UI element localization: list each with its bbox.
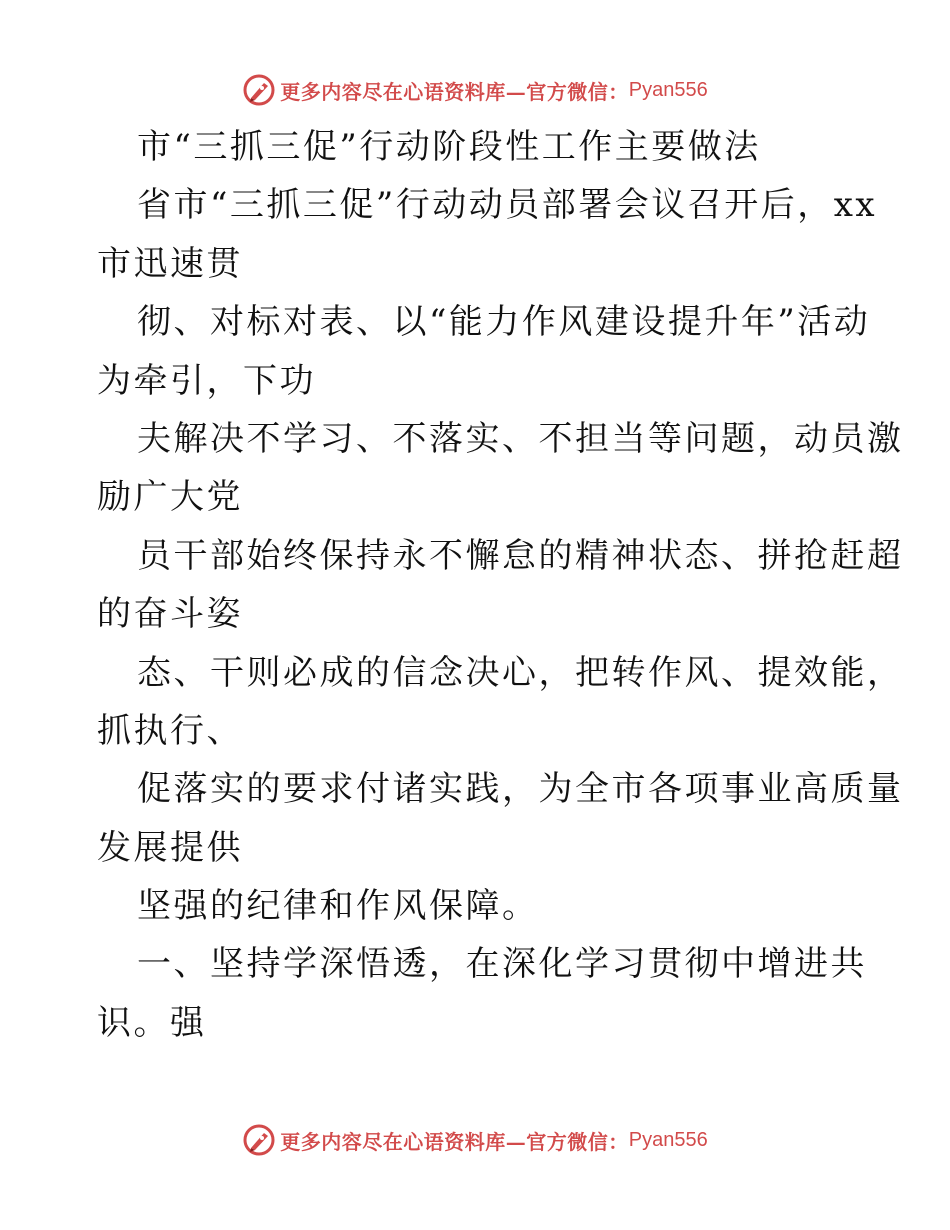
header-banner-account: Pyan556 bbox=[628, 78, 708, 101]
footer-banner-text: 更多内容尽在心语资料库—官方微信： bbox=[280, 1129, 629, 1154]
paragraph-line: 省市“三抓三促”行动动员部署会议召开后，xx bbox=[137, 185, 878, 226]
paragraph-line: 员干部始终保持永不懈怠的精神状态、拼抢赶超 bbox=[137, 535, 904, 576]
paragraph-line: 抓执行、 bbox=[97, 710, 243, 751]
pen-circle-logo-icon bbox=[242, 73, 276, 107]
paragraph-line: 夫解决不学习、不落实、不担当等问题，动员激 bbox=[137, 418, 904, 459]
paragraph-line: 的奋斗姿 bbox=[97, 594, 243, 635]
paragraph-line: 态、干则必成的信念决心，把转作风、提效能， bbox=[137, 652, 904, 693]
paragraph-line: 促落实的要求付诸实践，为全市各项事业高质量 bbox=[137, 769, 904, 810]
footer-banner bbox=[0, 1120, 950, 1160]
paragraph-line: 坚强的纪律和作风保障。 bbox=[137, 886, 539, 927]
pen-circle-logo-icon bbox=[242, 1123, 276, 1157]
paragraph-line: 为牵引，下功 bbox=[97, 360, 316, 401]
header-banner-text: 更多内容尽在心语资料库—官方微信： bbox=[280, 79, 629, 104]
document-title: 市“三抓三促”行动阶段性工作主要做法 bbox=[137, 127, 761, 167]
section-heading-line: 一、坚持学深悟透，在深化学习贯彻中增进共 bbox=[137, 944, 867, 985]
paragraph-line: 励广大党 bbox=[97, 477, 243, 518]
paragraph-line: 市迅速贯 bbox=[97, 243, 243, 284]
header-banner bbox=[0, 70, 950, 110]
document-body bbox=[97, 118, 904, 1052]
paragraph-line: 彻、对标对表、以“能力作风建设提升年”活动 bbox=[137, 302, 871, 343]
paragraph-line: 识。强 bbox=[97, 1002, 207, 1043]
footer-banner-account: Pyan556 bbox=[628, 1128, 708, 1151]
paragraph-line: 发展提供 bbox=[97, 827, 243, 868]
